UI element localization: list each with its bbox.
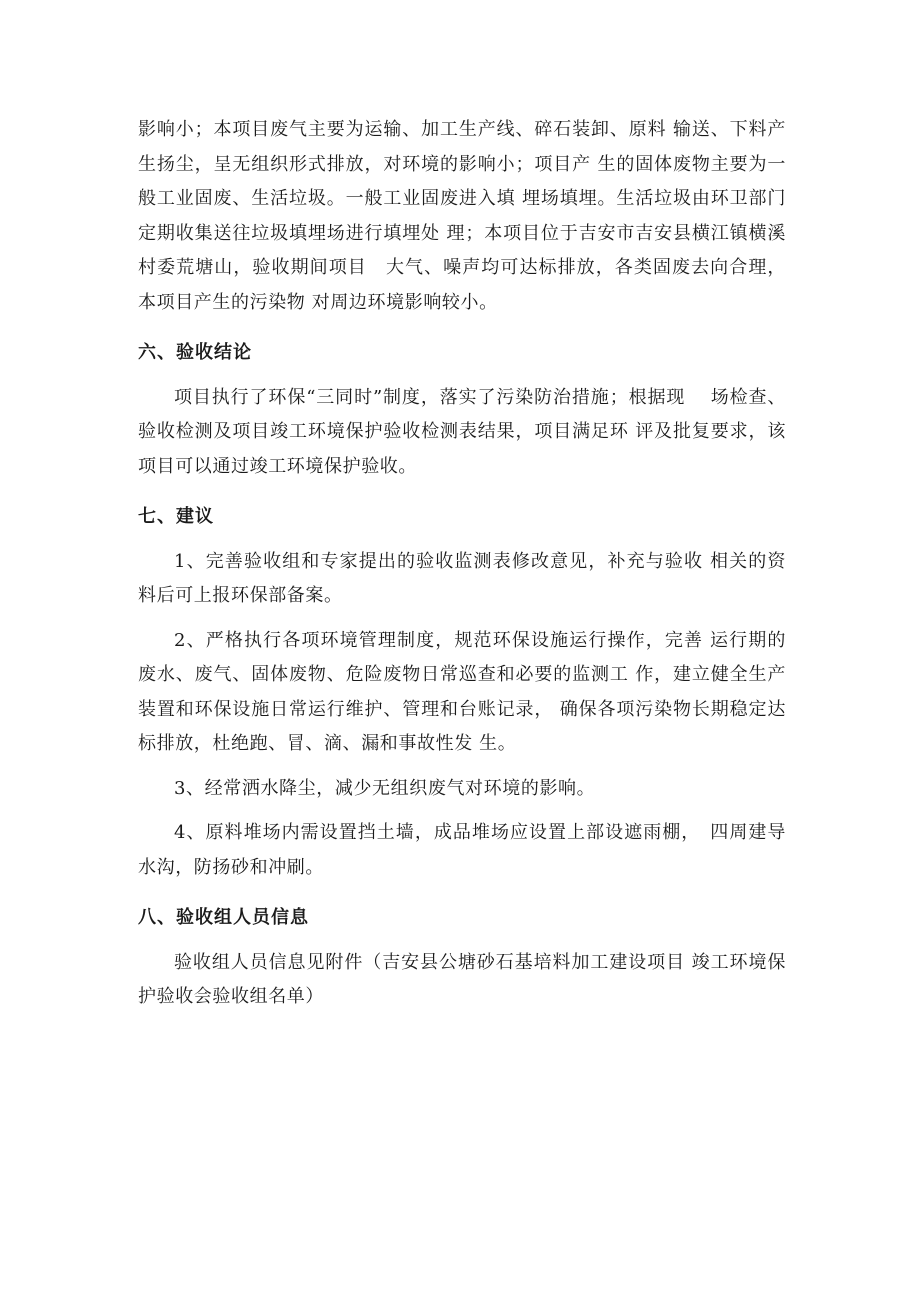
section-7-heading: 七、建议 (138, 506, 214, 527)
section-6-heading: 六、验收结论 (138, 342, 252, 363)
suggestion-item-1: 1、完善验收组和专家提出的验收监测表修改意见，补充与验收 相关的资料后可上报环保部备案。 (138, 550, 786, 606)
section-6-body: 项目执行了环保“三同时”制度，落实了污染防治措施；根据现 场检查、验收检测及项目竣工环境保护验收检测表结果，项目满足环 评及批复要求，该项目可以通过竣工环境保护验收。 (138, 386, 786, 477)
section-8-body: 验收组人员信息见附件（吉安县公塘砂石基培料加工建设项目 竣工环境保护验收会验收组名单） (138, 951, 786, 1007)
section-8-heading: 八、验收组人员信息 (138, 907, 309, 928)
suggestion-item-3: 3、经常洒水降尘，减少无组织废气对环境的影响。 (174, 777, 596, 799)
document-page (138, 113, 786, 1015)
suggestion-item-2: 2、严格执行各项环境管理制度，规范环保设施运行操作，完善 运行期的废水、废气、固体废物、危险废物日常巡查和必要的监测工 作，建立健全生产装置和环保设施日常运行维护、管理和台账记录， 确保各项污染物长期稳定达标排放，杜绝跑、冒、滴、漏和事故性发 生。 (138, 629, 786, 754)
intro-paragraph: 影响小；本项目废气主要为运输、加工生产线、碎石装卸、原料 输送、下料产生扬尘，呈无组织形式排放，对环境的影响小；项目产 生的固体废物主要为一般工业固废、生活垃圾。一般工业固废进入填 埋场填埋。生活垃圾由环卫部门定期收集送往垃圾填埋场进行填埋处 理；本项目位于吉安市吉安县横江镇横溪村委荒塘山，验收期间项目 大气、噪声均可达标排放，各类固废去向合理，本项目产生的污染物 对周边环境影响较小。 (138, 119, 786, 313)
suggestion-item-4: 4、原料堆场内需设置挡土墙，成品堆场应设置上部设遮雨棚， 四周建导水沟，防扬砂和冲刷。 (138, 822, 786, 878)
